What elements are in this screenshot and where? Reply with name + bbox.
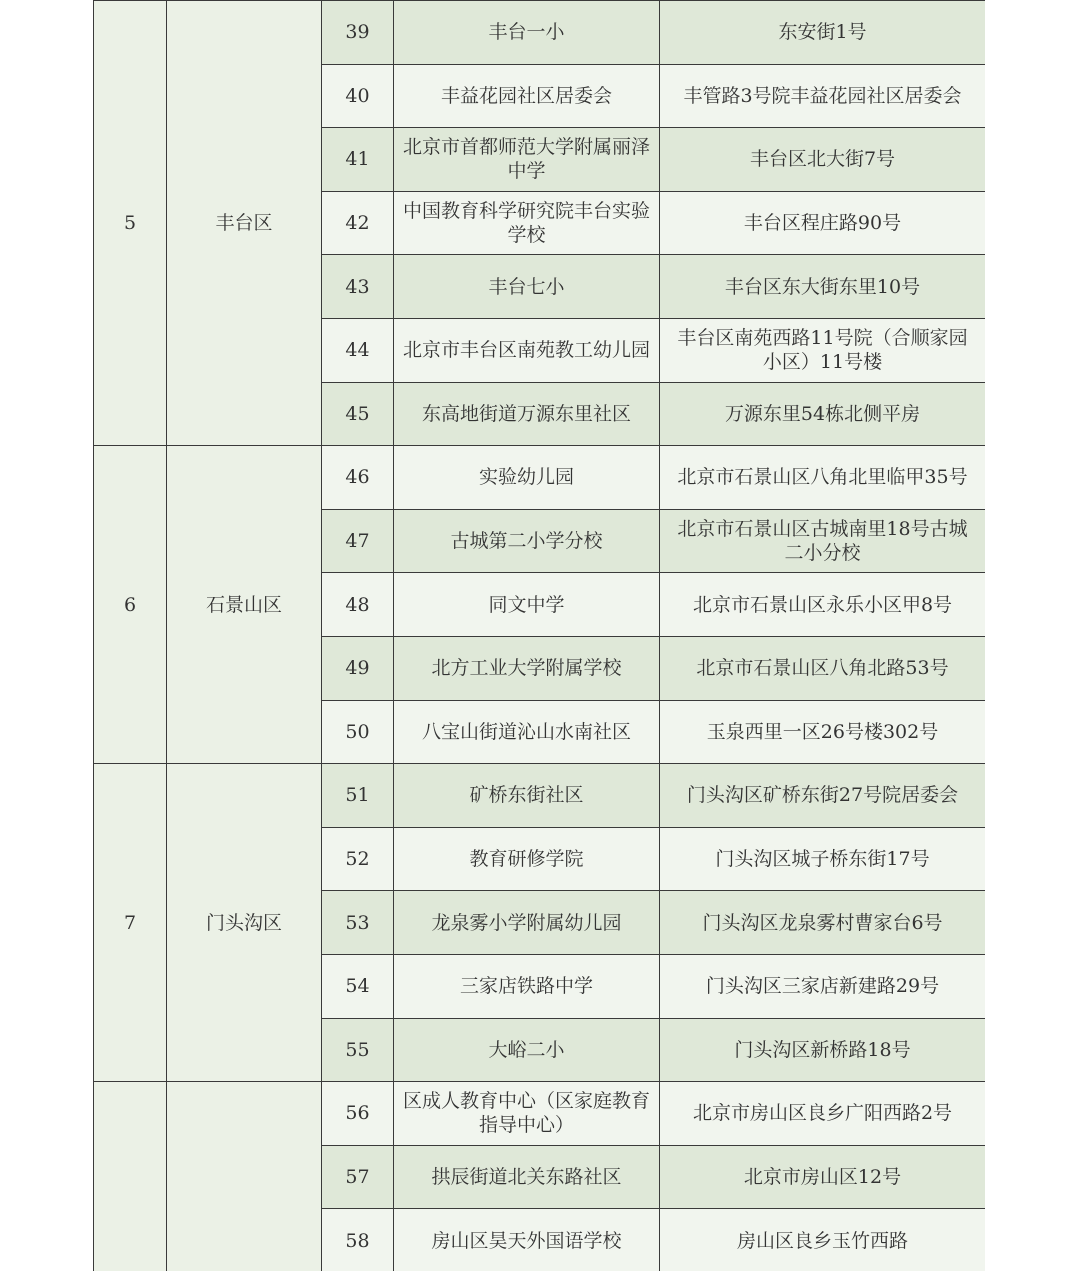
row-number-cell: 46 — [322, 446, 394, 510]
row-number-cell: 55 — [322, 1018, 394, 1082]
site-name-cell: 实验幼儿园 — [394, 446, 660, 510]
district-cell — [167, 1082, 322, 1271]
site-name-cell: 同文中学 — [394, 573, 660, 637]
row-number-cell: 57 — [322, 1145, 394, 1209]
address-cell: 门头沟区城子桥东街17号 — [660, 827, 986, 891]
row-number-cell: 40 — [322, 64, 394, 128]
site-name-cell: 龙泉雾小学附属幼儿园 — [394, 891, 660, 955]
district-cell: 石景山区 — [167, 446, 322, 764]
address-cell: 门头沟区三家店新建路29号 — [660, 954, 986, 1018]
address-cell: 玉泉西里一区26号楼302号 — [660, 700, 986, 764]
row-number-cell: 48 — [322, 573, 394, 637]
site-name-cell: 大峪二小 — [394, 1018, 660, 1082]
group-index-cell: 6 — [94, 446, 167, 764]
site-name-cell: 矿桥东街社区 — [394, 764, 660, 828]
row-number-cell: 42 — [322, 191, 394, 255]
site-name-cell: 中国教育科学研究院丰台实验学校 — [394, 191, 660, 255]
address-cell: 门头沟区龙泉雾村曹家台6号 — [660, 891, 986, 955]
address-cell: 丰管路3号院丰益花园社区居委会 — [660, 64, 986, 128]
address-cell: 丰台区东大街东里10号 — [660, 255, 986, 319]
site-name-cell: 房山区昊天外国语学校 — [394, 1209, 660, 1271]
row-number-cell: 43 — [322, 255, 394, 319]
address-cell: 北京市石景山区八角北路53号 — [660, 636, 986, 700]
row-number-cell: 52 — [322, 827, 394, 891]
address-cell: 北京市房山区12号 — [660, 1145, 986, 1209]
row-number-cell: 58 — [322, 1209, 394, 1271]
row-number-cell: 41 — [322, 128, 394, 192]
site-name-cell: 三家店铁路中学 — [394, 954, 660, 1018]
site-name-cell: 北方工业大学附属学校 — [394, 636, 660, 700]
row-number-cell: 53 — [322, 891, 394, 955]
site-name-cell: 古城第二小学分校 — [394, 509, 660, 573]
site-name-cell: 北京市丰台区南苑教工幼儿园 — [394, 318, 660, 382]
group-index-cell — [94, 1082, 167, 1271]
row-number-cell: 49 — [322, 636, 394, 700]
address-cell: 房山区良乡玉竹西路 — [660, 1209, 986, 1271]
row-number-cell: 39 — [322, 1, 394, 65]
address-cell: 北京市石景山区八角北里临甲35号 — [660, 446, 986, 510]
address-cell: 丰台区北大街7号 — [660, 128, 986, 192]
row-number-cell: 56 — [322, 1082, 394, 1146]
site-name-cell: 教育研修学院 — [394, 827, 660, 891]
address-cell: 北京市石景山区古城南里18号古城二小分校 — [660, 509, 986, 573]
address-cell: 北京市石景山区永乐小区甲8号 — [660, 573, 986, 637]
site-name-cell: 八宝山街道沁山水南社区 — [394, 700, 660, 764]
table-row — [94, 1082, 986, 1146]
site-name-cell: 丰益花园社区居委会 — [394, 64, 660, 128]
address-cell: 万源东里54栋北侧平房 — [660, 382, 986, 446]
schedule-table-container — [93, 0, 985, 1271]
address-cell: 丰台区南苑西路11号院（合顺家园小区）11号楼 — [660, 318, 986, 382]
table-row — [94, 1, 986, 65]
site-name-cell: 北京市首都师范大学附属丽泽中学 — [394, 128, 660, 192]
site-name-cell: 区成人教育中心（区家庭教育指导中心） — [394, 1082, 660, 1146]
row-number-cell: 47 — [322, 509, 394, 573]
row-number-cell: 51 — [322, 764, 394, 828]
site-name-cell: 东高地街道万源东里社区 — [394, 382, 660, 446]
address-cell: 北京市房山区良乡广阳西路2号 — [660, 1082, 986, 1146]
row-number-cell: 44 — [322, 318, 394, 382]
site-name-cell: 丰台七小 — [394, 255, 660, 319]
table-row — [94, 446, 986, 510]
site-name-cell: 拱辰街道北关东路社区 — [394, 1145, 660, 1209]
district-cell: 丰台区 — [167, 1, 322, 446]
address-cell: 东安街1号 — [660, 1, 986, 65]
address-cell: 门头沟区矿桥东街27号院居委会 — [660, 764, 986, 828]
row-number-cell: 54 — [322, 954, 394, 1018]
address-cell: 丰台区程庄路90号 — [660, 191, 986, 255]
site-name-cell: 丰台一小 — [394, 1, 660, 65]
district-cell: 门头沟区 — [167, 764, 322, 1082]
address-cell: 门头沟区新桥路18号 — [660, 1018, 986, 1082]
group-index-cell: 7 — [94, 764, 167, 1082]
row-number-cell: 45 — [322, 382, 394, 446]
location-table — [93, 0, 985, 1271]
group-index-cell: 5 — [94, 1, 167, 446]
row-number-cell: 50 — [322, 700, 394, 764]
table-row — [94, 764, 986, 828]
table-body — [94, 1, 986, 1271]
